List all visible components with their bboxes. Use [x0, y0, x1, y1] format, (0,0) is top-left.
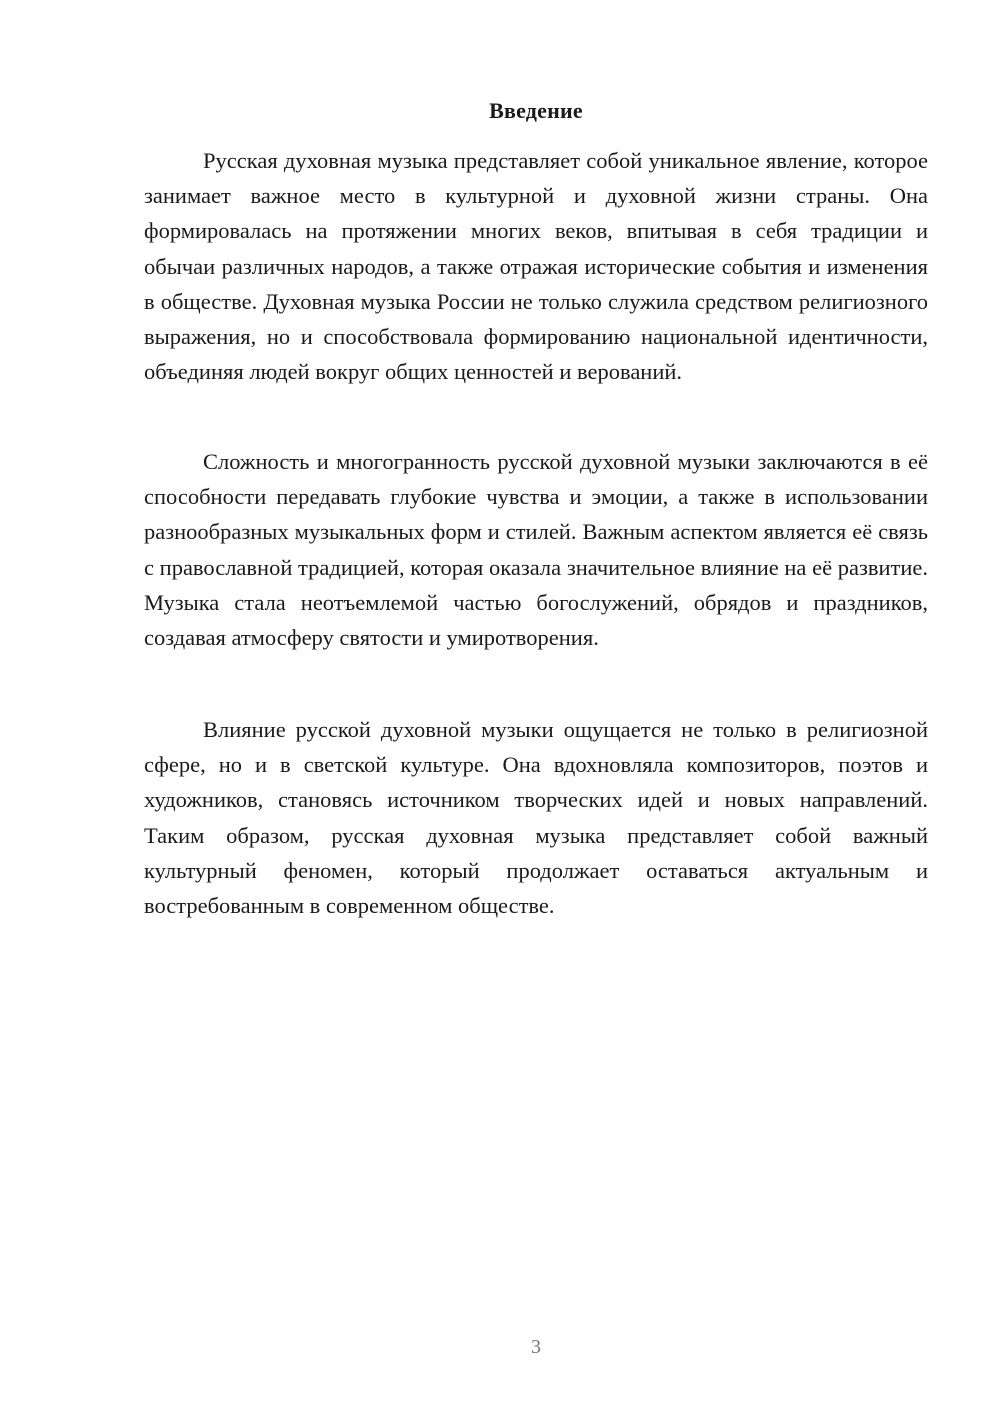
- paragraph-2: Сложность и многогранность русской духовной музыки заключаются в её способности передавать глубокие чувства и эмоции, а также в использовании разнообразных музыкальных форм и стилей. Важным аспектом является её связь с православной традицией, которая оказала значительное влияние на её развитие. Музыка стала неотъемлемой частью богослужений, обрядов и праздников, создавая атмосферу святости и умиротворения.: [144, 449, 928, 651]
- paragraph-3: Влияние русской духовной музыки ощущается не только в религиозной сфере, но и в светской культуре. Она вдохновляла композиторов, поэтов и художников, становясь источником творческих идей и новых направлений. Таким образом, русская духовная музыка представляет собой важный культурный феномен, который продолжает оставаться актуальным и востребованным в современном обществе.: [144, 717, 928, 919]
- paragraph-1: Русская духовная музыка представляет собой уникальное явление, которое занимает важное место в культурной и духовной жизни страны. Она формировалась на протяжении многих веков, впитывая в себя традиции и обычаи различных народов, а также отражая исторические события и изменения в обществе. Духовная музыка России не только служила средством религиозного выражения, но и способствовала формированию национальной идентичности, объединяя людей вокруг общих ценностей и верований.: [144, 148, 928, 385]
- page-number: 3: [531, 1336, 541, 1358]
- page-title: Введение: [489, 98, 583, 123]
